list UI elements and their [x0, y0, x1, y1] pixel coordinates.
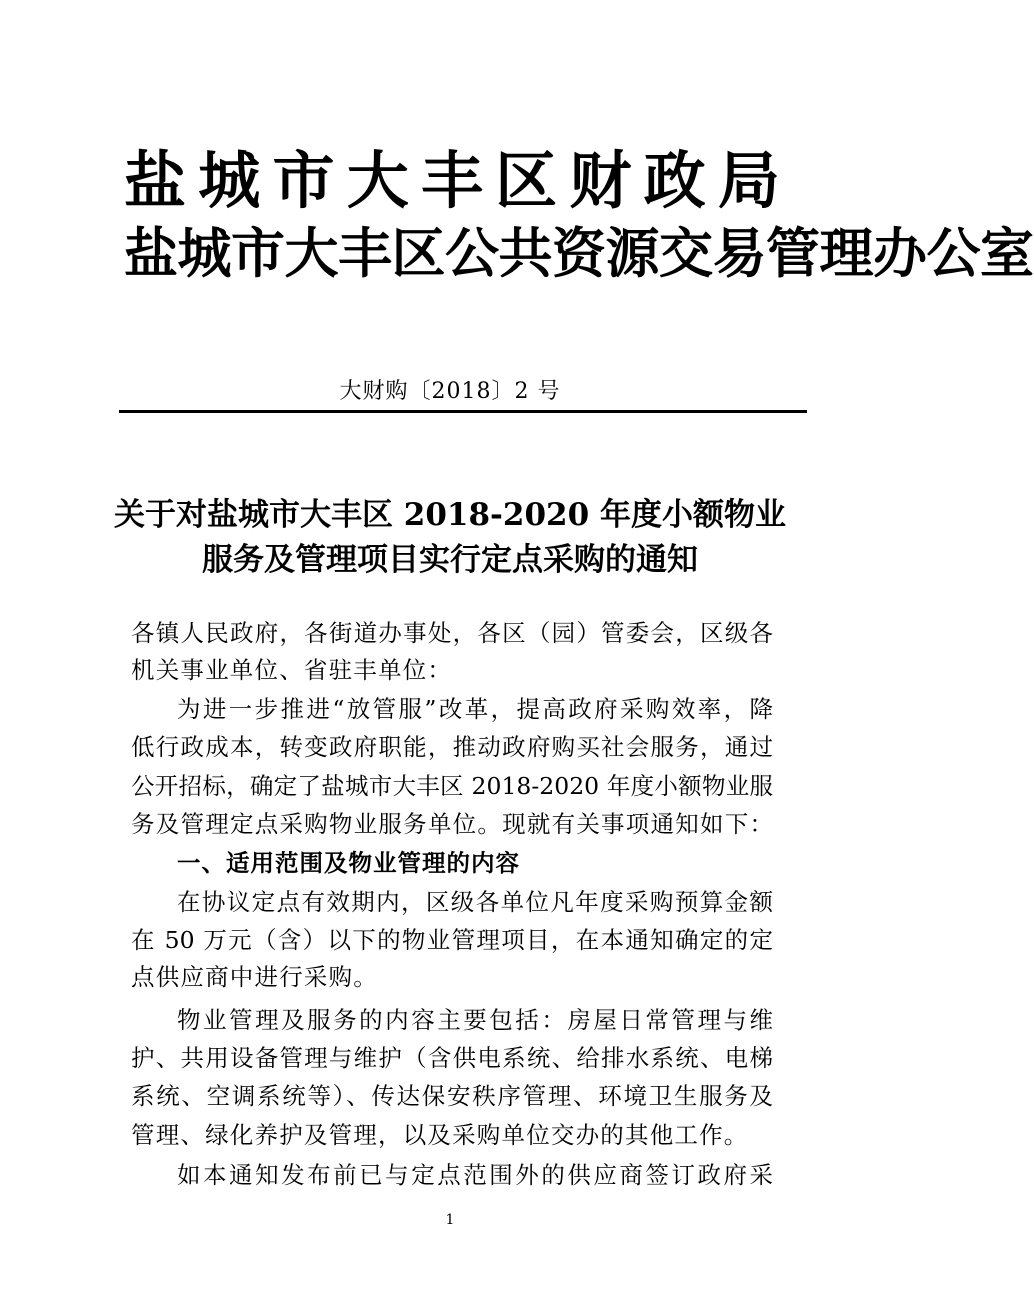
issuer-title-line2: 盐城市大丰区公共资源交易管理办公室 — [124, 222, 1034, 285]
paragraph-line: 为进一步推进“放管服”改革，提高政府采购效率，降 — [177, 695, 773, 723]
issuer-title-char: 市 — [272, 144, 335, 217]
issuer-title-char: 大 — [346, 144, 409, 217]
addressee-line: 各镇人民政府，各街道办事处，各区（园）管委会，区级各 — [131, 619, 773, 647]
header-divider — [119, 410, 807, 413]
page-number: 1 — [445, 1212, 455, 1228]
paragraph-line: 系统、空调系统等）、传达保安秩序管理、环境卫生服务及 — [131, 1082, 773, 1110]
paragraph-line: 公开招标，确定了盐城市大丰区 2018-2020 年度小额物业服 — [131, 772, 773, 800]
paragraph-line: 在 50 万元（含）以下的物业管理项目，在本通知确定的定 — [131, 926, 773, 954]
issuer-title-char: 局 — [717, 144, 780, 217]
issuer-title-char: 丰 — [420, 144, 483, 217]
issuer-title-line1 — [124, 144, 780, 217]
issuer-title-char: 盐 — [124, 144, 187, 217]
paragraph-line: 点供应商中进行采购。 — [131, 963, 378, 991]
notice-title-line2: 服务及管理项目实行定点采购的通知 — [202, 542, 698, 578]
paragraph-line: 低行政成本，转变政府职能，推动政府购买社会服务，通过 — [131, 733, 773, 761]
paragraph-line: 如本通知发布前已与定点范围外的供应商签订政府采 — [177, 1161, 773, 1189]
section-heading: 一、适用范围及物业管理的内容 — [177, 849, 520, 877]
paragraph-line: 护、共用设备管理与维护（含供电系统、给排水系统、电梯 — [131, 1044, 773, 1072]
issuer-title-char: 城 — [198, 144, 261, 217]
paragraph-line: 物业管理及服务的内容主要包括：房屋日常管理与维 — [177, 1006, 773, 1034]
issuer-title-char: 区 — [495, 144, 558, 217]
document-number: 大财购〔2018〕2 号 — [339, 379, 561, 404]
issuer-title-char: 财 — [569, 144, 632, 217]
paragraph-line: 务及管理定点采购物业服务单位。现就有关事项通知如下： — [131, 810, 773, 838]
issuer-title-char: 政 — [643, 144, 706, 217]
addressee-line: 机关事业单位、省驻丰单位： — [131, 656, 453, 684]
notice-title-line1: 关于对盐城市大丰区 2018-2020 年度小额物业 — [113, 497, 786, 533]
paragraph-line: 在协议定点有效期内，区级各单位凡年度采购预算金额 — [177, 888, 773, 916]
paragraph-line: 管理、绿化养护及管理，以及采购单位交办的其他工作。 — [131, 1121, 749, 1149]
